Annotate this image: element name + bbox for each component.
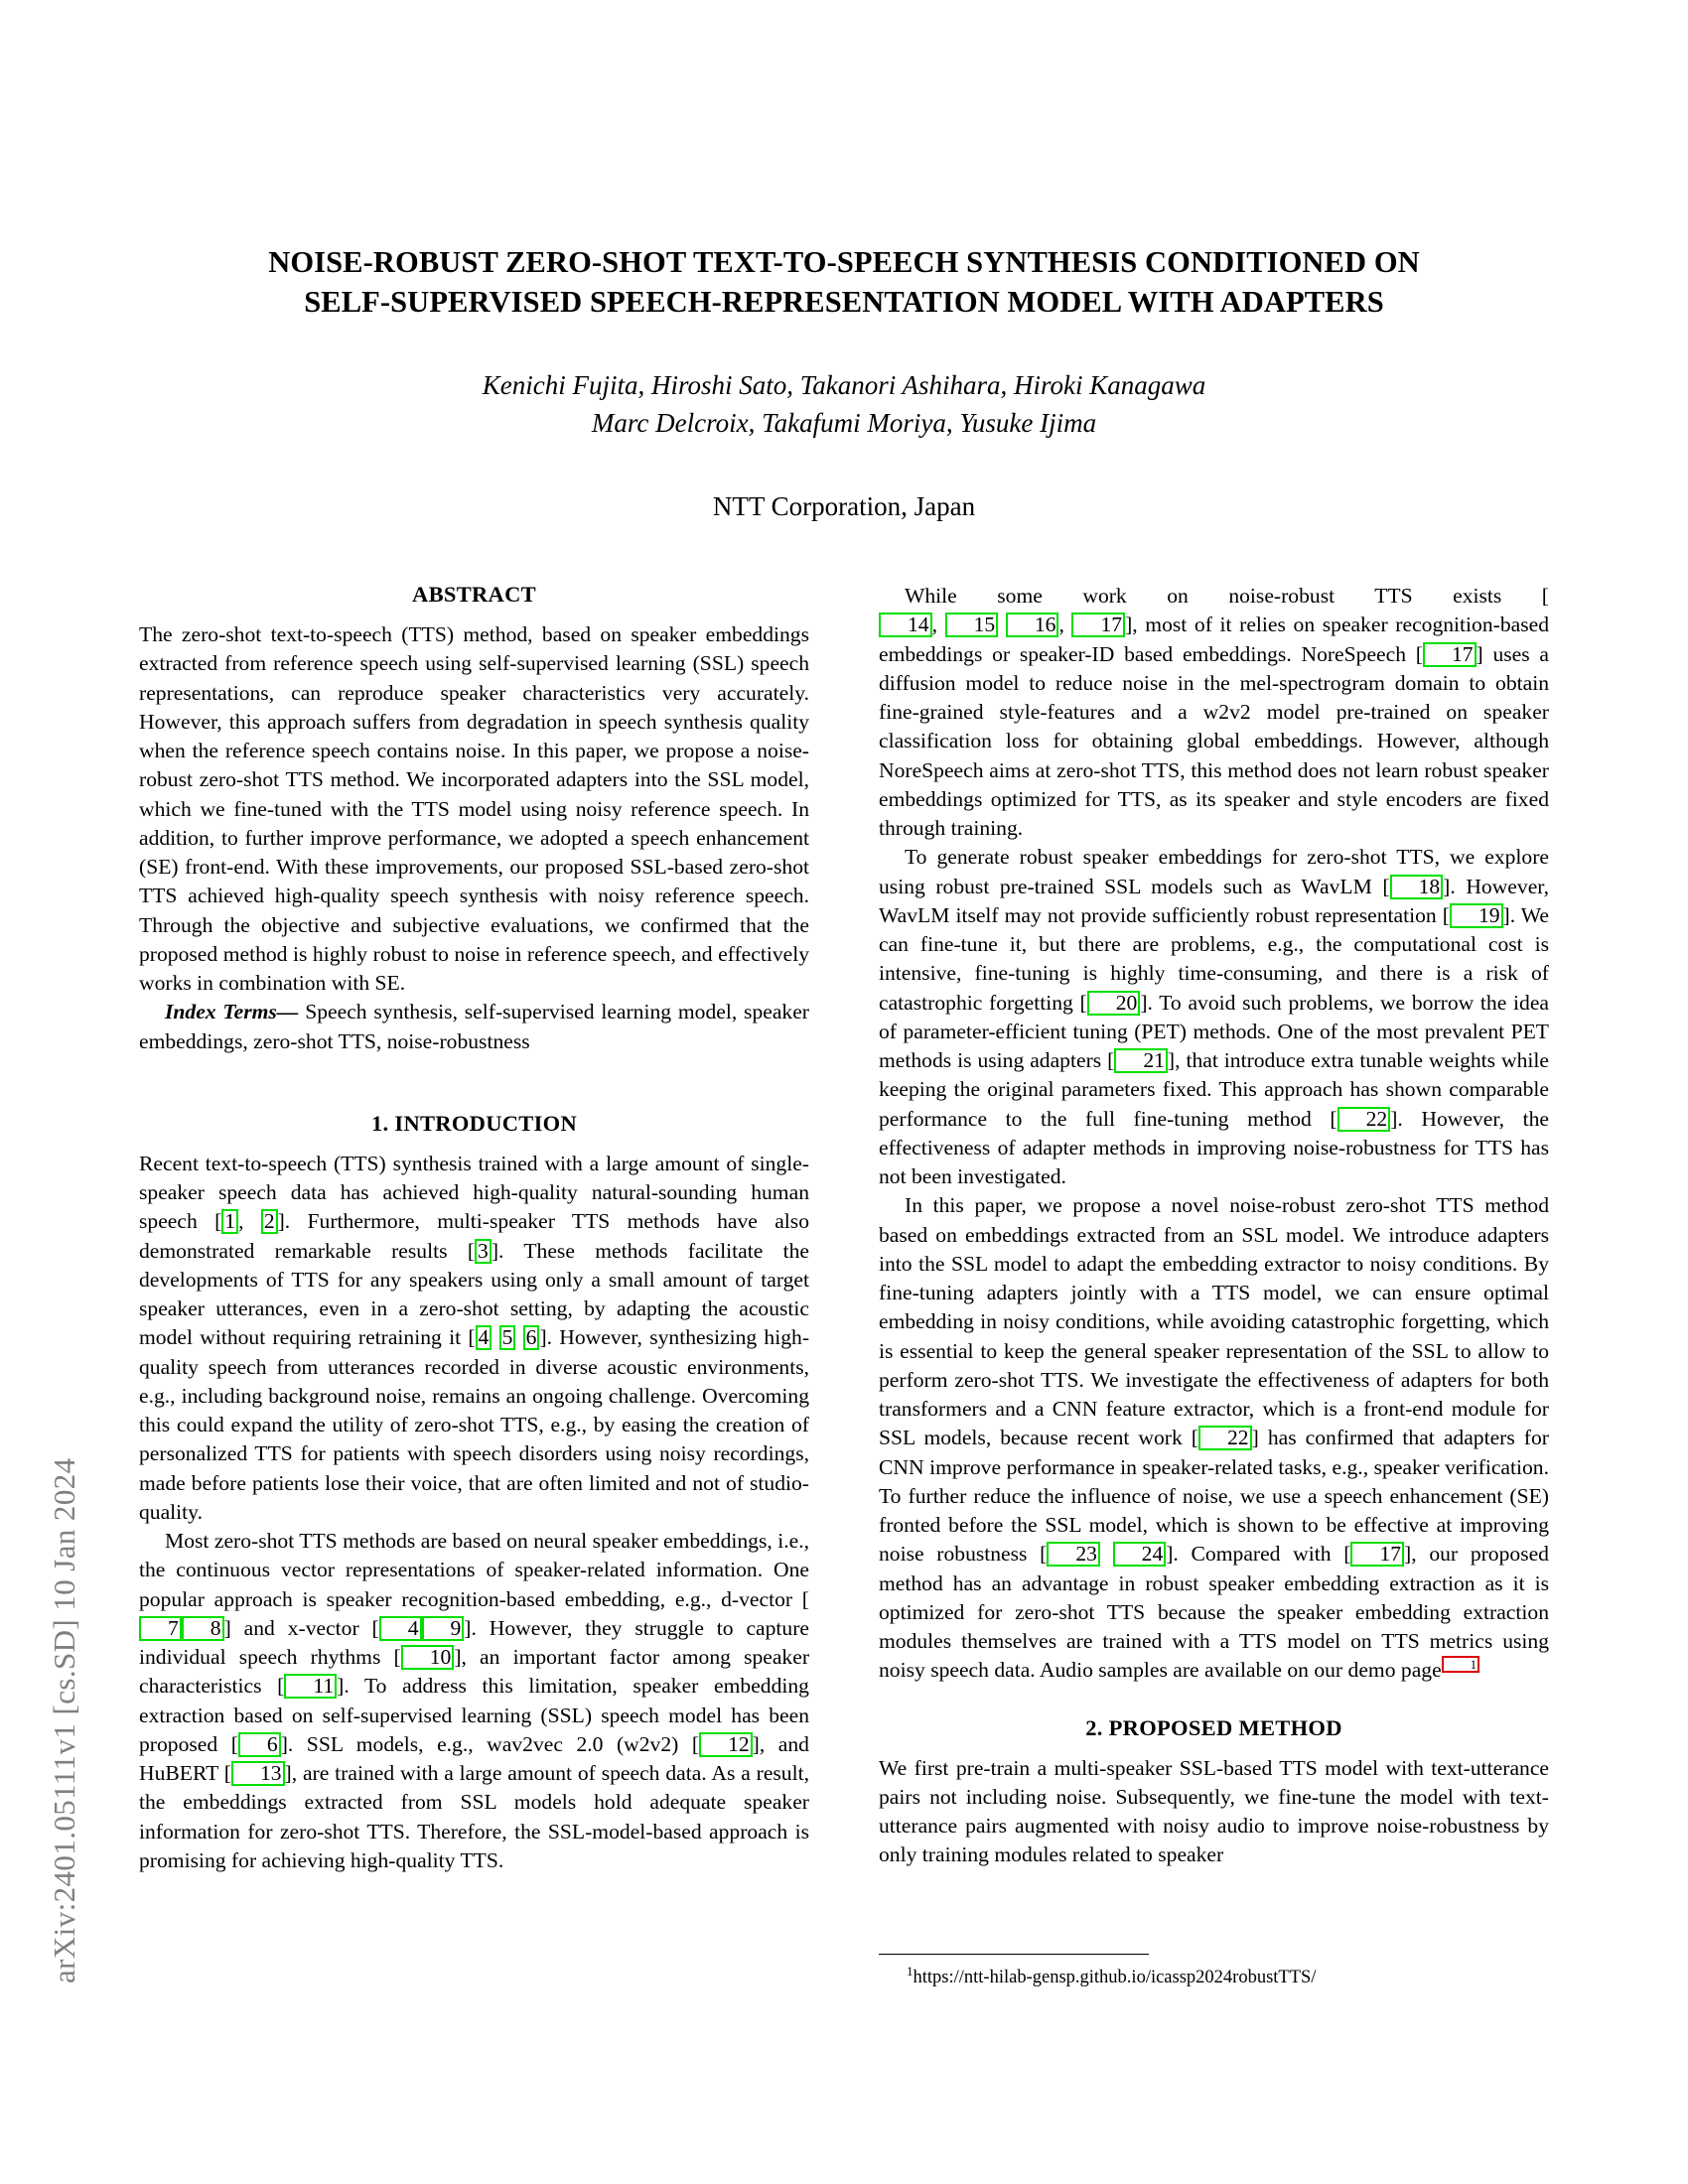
author-line-2: Marc Delcroix, Takafumi Moriya, Yusuke Ijima: [591, 407, 1097, 438]
index-terms-text: Speech synthesis, self-supervised learning model, speaker embeddings, zero-shot TTS, noise-robustness: [139, 1000, 809, 1053]
text-run: ], our proposed method has an advantage in robust speaker embedding extraction as it is optimized for zero-shot TTS because the speaker embedding extraction modules themselves are trained with a TTS model on TTS metrics using noisy speech data. Audio samples are available on our demo page: [879, 1542, 1549, 1683]
text-run: ,: [238, 1209, 261, 1234]
right-paragraph-4: We first pre-train a multi-speaker SSL-based TTS model with text-utterance pairs not including noise. Subsequently, we fine-tune the model with text-utterance pairs augmented with noisy audio to improve noise-robustness by only training modules related to speaker: [879, 1755, 1549, 1867]
citation-link-12[interactable]: 12: [699, 1732, 753, 1757]
footnote-reference-link[interactable]: 1: [1442, 1656, 1480, 1673]
title-line-2: SELF-SUPERVISED SPEECH-REPRESENTATION MODEL WITH ADAPTERS: [304, 284, 1384, 319]
citation-link-15[interactable]: 15: [945, 613, 999, 637]
text-run: ]. SSL models, e.g., wav2vec 2.0 (w2v2) [: [280, 1731, 700, 1756]
citation-link-16[interactable]: 16: [1006, 613, 1059, 637]
text-run: ], most of it relies on speaker recognition-based embeddings or speaker-ID based embeddings. NoreSpeech [: [879, 613, 1550, 666]
citation-link-8[interactable]: 8: [182, 1616, 224, 1641]
text-run: ]. However, synthesizing high-quality speech from utterances recorded in diverse acoustic environments, e.g., including background noise, remains an ongoing challenge. Overcoming this could expand the utility of zero-shot TTS, e.g., by easing the creation of personalized TTS for patients with speech disorders using noisy recordings, made before patients lose their voice, that are often limited and not of studio-quality.: [139, 1325, 810, 1524]
citation-link-14[interactable]: 14: [879, 613, 932, 637]
spacer: [879, 1686, 1549, 1715]
citation-link-4[interactable]: 4: [476, 1325, 492, 1350]
footnote-text: [879, 1964, 1549, 1989]
abstract-heading: ABSTRACT: [412, 582, 536, 607]
text-run: ], are trained with a large amount of speech data. As a result, the embeddings extracted from SSL models hold adequate speaker information for zero-shot TTS. Therefore, the SSL-model-based approach is promising for achieving high-quality TTS.: [139, 1761, 809, 1872]
left-column: [139, 582, 809, 2051]
text-run: ]. Compared with [: [1166, 1542, 1351, 1567]
text-run: ], an important factor among speaker characteristics [: [139, 1645, 810, 1699]
citation-link-17b[interactable]: 17: [1423, 642, 1477, 667]
citation-link-17[interactable]: 17: [1071, 613, 1125, 637]
citation-link-9[interactable]: 9: [422, 1616, 465, 1641]
right-paragraph-3: [879, 1191, 1549, 1685]
text-run: ], that introduce extra tunable weights while keeping the original parameters fixed. This approach has shown comparable performance to the full fine-tuning method [: [879, 1048, 1549, 1131]
text-run: ] has confirmed that adapters for CNN improve performance in speaker-related tasks, e.g., speaker verification. To further reduce the influence of noise, we use a speech enhancement (SE) fronted before the SSL model, which is shown to be effective at improving noise robustness [: [879, 1426, 1549, 1567]
author-line-1: Kenichi Fujita, Hiroshi Sato, Takanori Ashihara, Hiroki Kanagawa: [482, 370, 1206, 401]
citation-link-11[interactable]: 11: [284, 1674, 337, 1699]
spacer: [139, 1056, 809, 1111]
footnote-number: 1: [907, 1964, 914, 1979]
section-heading-proposed-method: 2. PROPOSED METHOD: [1085, 1714, 1342, 1740]
index-terms-label: Index Terms—: [165, 1000, 299, 1024]
footnote-url[interactable]: https://ntt-hilab-gensp.github.io/icassp2024robustTTS/: [913, 1968, 1317, 1988]
citation-link-1[interactable]: 1: [221, 1209, 238, 1234]
right-column: [879, 582, 1549, 2051]
text-run: In this paper, we propose a novel noise-robust zero-shot TTS method based on embeddings extracted from an SSL model. We introduce adapters into the SSL model to adapt the embedding extractor to noisy conditions. By fine-tuning adapters jointly with a TTS model, we can ensure optimal embedding in noisy conditions, while avoiding catastrophic forgetting, which is essential to keep the general speaker representation of the SSL to allow to perform zero-shot TTS. We investigate the effectiveness of adapters for both transformers and a CNN feature extractor, which is a front-end module for SSL models, because recent work [: [879, 1193, 1549, 1450]
two-column-body: [139, 582, 1549, 2051]
citation-link-4b[interactable]: 4: [379, 1616, 422, 1641]
paper-header: [139, 243, 1549, 524]
text-run: ]. To address this limitation, speaker embedding extraction based on self-supervised learning (SSL) speech model has been proposed [: [139, 1674, 809, 1756]
text-run: While some work on noise-robust TTS exists [: [905, 584, 1549, 608]
section-heading-introduction: 1. INTRODUCTION: [370, 1110, 578, 1136]
citation-link-24[interactable]: 24: [1113, 1542, 1167, 1567]
index-terms: [139, 998, 809, 1056]
citation-link-10[interactable]: 10: [401, 1645, 455, 1670]
title-line-1: NOISE-ROBUST ZERO-SHOT TEXT-TO-SPEECH SYNTHESIS CONDITIONED ON: [268, 245, 1420, 279]
text-run: ]. Furthermore, multi-speaker TTS methods have also demonstrated remarkable results [: [139, 1209, 809, 1263]
citation-link-6[interactable]: 6: [523, 1325, 540, 1350]
text-run: Recent text-to-speech (TTS) synthesis trained with a large amount of single-speaker speech data has achieved high-quality natural-sounding human speech [: [139, 1151, 809, 1234]
abstract-text: The zero-shot text-to-speech (TTS) method, based on speaker embeddings extracted from reference speech using self-supervised learning (SSL) speech representations, can reproduce speaker characteristics very accurately. However, this approach suffers from degradation in speech synthesis quality when the reference speech contains noise. In this paper, we propose a noise-robust zero-shot TTS method. We incorporated adapters into the SSL model, which we fine-tuned with the TTS model using noisy reference speech. In addition, to further improve performance, we adopted a speech enhancement (SE) front-end. With these improvements, our proposed SSL-based zero-shot TTS achieved high-quality speech synthesis with noisy reference speech. Through the objective and subjective evaluations, we confirmed that the proposed method is highly robust to noise in reference speech, and effectively works in combination with SE.: [139, 622, 809, 995]
text-run: ]. However, they struggle to capture individual speech rhythms [: [139, 1615, 809, 1669]
citation-link-2[interactable]: 2: [261, 1209, 278, 1234]
footnote-block: [879, 1954, 1549, 1989]
citation-link-23[interactable]: 23: [1047, 1542, 1100, 1567]
text-run: ]. These methods facilitate the developments of TTS for any speakers using only a small amount of target speaker utterances, even in a zero-shot setting, by adapting the acoustic model without requiring retraining it [: [139, 1238, 809, 1350]
citation-link-22b[interactable]: 22: [1198, 1426, 1252, 1450]
intro-paragraph-1: [139, 1150, 809, 1527]
arxiv-stamp-text: arXiv:2401.05111v1 [cs.SD] 10 Jan 2024: [47, 1457, 81, 1983]
text-run: ] uses a diffusion model to reduce noise in the mel-spectrogram domain to obtain fine-grained style-features and a w2v2 model pre-trained on speaker classification loss for obtaining global embeddings. However, although NoreSpeech aims at zero-shot TTS, this method does not learn robust speaker embeddings optimized for TTS, as its speaker and style encoders are fixed through training.: [879, 641, 1549, 840]
page-title: [139, 243, 1549, 322]
citation-link-22[interactable]: 22: [1337, 1107, 1391, 1132]
text-run: Most zero-shot TTS methods are based on neural speaker embeddings, i.e., the continuous vector representations of speaker-related information. One popular approach is speaker recognition-based embedding, e.g., d-vector [: [139, 1529, 809, 1611]
citation-link-3[interactable]: 3: [475, 1239, 492, 1264]
intro-paragraph-2: [139, 1527, 809, 1875]
affiliation: NTT Corporation, Japan: [712, 490, 976, 521]
citation-link-20[interactable]: 20: [1087, 991, 1141, 1016]
text-run: ], and HuBERT [: [139, 1731, 809, 1785]
text-run: ]. We can fine-tune it, but there are problems, e.g., the computational cost is intensive, fine-tuning is highly time-consuming, and there is a risk of catastrophic forgetting [: [879, 902, 1549, 1015]
text-run: ]. To avoid such problems, we borrow the idea of parameter-efficient tuning (PET) methods. One of the most prevalent PET methods is using adapters [: [879, 990, 1550, 1072]
author-list: [139, 367, 1549, 442]
text-run: ]. However, WavLM itself may not provide sufficiently robust representation [: [879, 874, 1549, 927]
text-run: ] and x-vector [: [223, 1615, 379, 1640]
citation-link-21[interactable]: 21: [1114, 1048, 1168, 1073]
citation-link-5[interactable]: 5: [499, 1325, 516, 1350]
citation-link-13[interactable]: 13: [231, 1761, 285, 1786]
citation-link-18[interactable]: 18: [1390, 875, 1444, 899]
right-paragraph-2: [879, 843, 1549, 1191]
text-run: To generate robust speaker embeddings for zero-shot TTS, we explore using robust pre-trained SSL models such as WavLM [: [879, 845, 1549, 898]
right-paragraph-1: While some work on noise-robust TTS exists [14 , 15 16 , 17 ], most of it relies on speaker recognition-based embeddings or speaker-ID based embeddings. NoreSpeech [ 17 ] uses a diffusion model to reduce noise in the mel-spectrogram domain to obtain fine-grained style-features and a w2v2 model pre-trained on speaker classification loss for obtaining global embeddings. However, although NoreSpeech aims at zero-shot TTS, this method does not learn robust speaker embeddings optimized for TTS, as its speaker and style encoders are fixed through training.: [879, 584, 1550, 840]
text-run: ]. However, the effectiveness of adapter methods in improving noise-robustness for TTS has not been investigated.: [879, 1106, 1549, 1188]
citation-link-6b[interactable]: 6: [238, 1732, 281, 1757]
footnote-divider: [879, 1954, 1149, 1955]
citation-link-17c[interactable]: 17: [1350, 1542, 1404, 1567]
citation-link-7[interactable]: 7: [139, 1616, 182, 1641]
citation-link-19[interactable]: 19: [1450, 903, 1503, 928]
